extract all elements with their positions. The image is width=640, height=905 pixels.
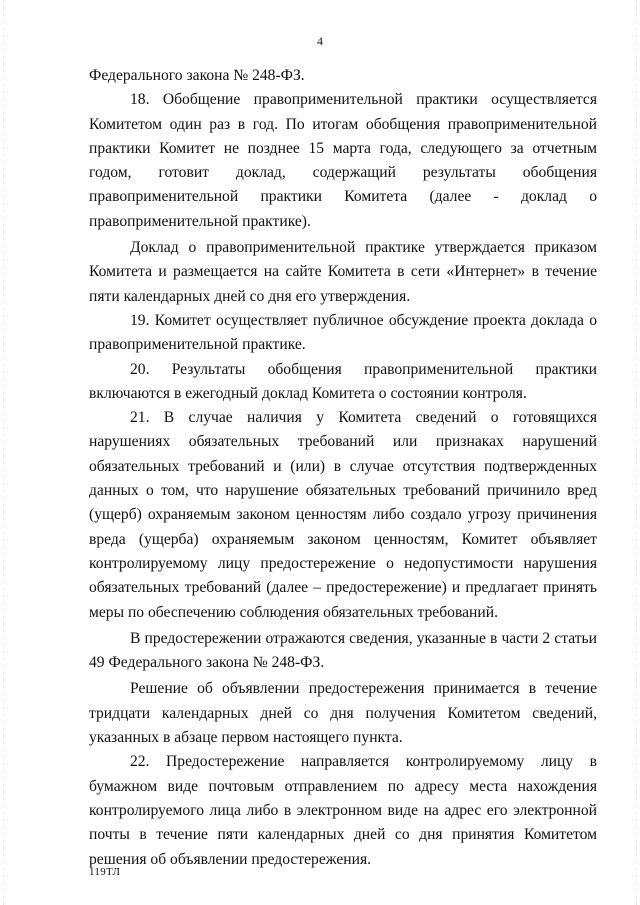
paragraph-continuation: Федерального закона № 248-ФЗ.: [89, 67, 305, 84]
scan-edge-left: [3, 0, 4, 905]
paragraph-item-21: 21. В случае наличия у Комитета сведений о готовящихся нарушениях обязательных требований или признаках нарушений обязательных требований и (или) в случае отсутствия подтвержденных данных о том, что нарушение обязательных требований причинило вред (ущерб) охраняемым законом ценностям либо создало угрозу причинения вреда (ущерба) охраняемым законом ценностям, Комитет объявляет контролируемому лицу предостережение о недопустимости нарушения обязательных требований (далее – предостережение) и предлагает принять меры по обеспечению соблюдения обязательных требований.: [89, 409, 597, 621]
footer-document-code: 119ТЛ: [89, 866, 121, 878]
paragraph-warning-decision: Решение об объявлении предостережения принимается в течение тридцати календарных дней со дня получения Комитетом сведений, указанных в абзаце первом настоящего пункта.: [89, 680, 597, 747]
paragraph-item-22: 22. Предостережение направляется контролируемому лицу в бумажном виде почтовым отправлением по адресу места нахождения контролируемого лица либо в электронном виде на адрес его электронной почты в течение пяти календарных дней со дня принятия Комитетом решения об объявлении предостережения.: [89, 753, 597, 868]
paragraph-item-18: 18. Обобщение правоприменительной практики осуществляется Комитетом один раз в год. По итогам обобщения правоприменительной практики Комитет не позднее 15 марта года, следующего за отчетным годом, готовит доклад, содержащий результаты обобщения правоприменительной практики Комитета (далее - доклад о правоприменительной практике).: [89, 91, 597, 230]
scan-edge-right: [636, 0, 637, 905]
paragraph-item-19: 19. Комитет осуществляет публичное обсуждение проекта доклада о правоприменительной практике.: [89, 311, 597, 354]
paragraph-report-approval: Доклад о правоприменительной практике утверждается приказом Комитета и размещается на сайте Комитета в сети «Интернет» в течение пяти календарных дней со дня его утверждения.: [89, 239, 597, 305]
paragraph-item-20: 20. Результаты обобщения правоприменительной практики включаются в ежегодный доклад Комитета о состоянии контроля.: [89, 360, 597, 402]
document-body: [89, 64, 597, 872]
paragraph-warning-content: В предостережении отражаются сведения, указанные в части 2 статьи 49 Федерального закона № 248-ФЗ.: [89, 629, 597, 672]
page-number: 4: [317, 34, 323, 48]
